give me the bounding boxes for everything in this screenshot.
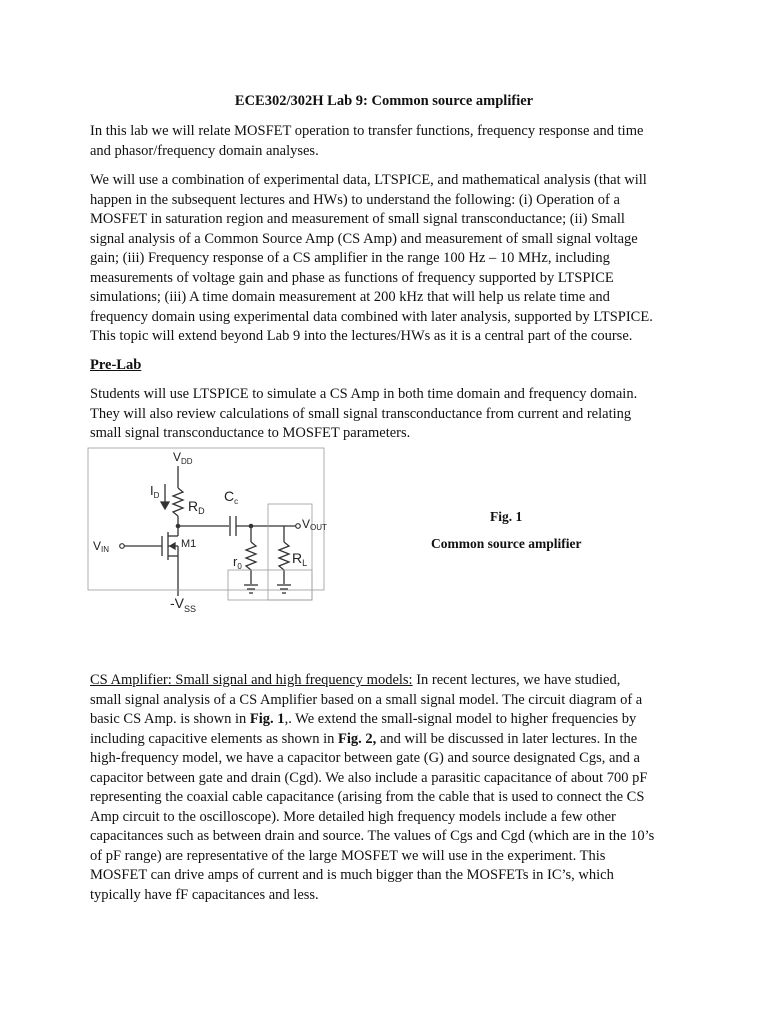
cc-label: $C_c$ <box>224 488 239 506</box>
vout-label: VOUT <box>302 517 327 532</box>
cs-line: high-frequency model, we have a capacitor between gate (G) and source designated Cgs, and a <box>90 750 640 766</box>
cs-amplifier-heading: CS Amplifier: Small signal and high frequency models: <box>90 672 413 688</box>
cs-line-4 <box>90 730 682 750</box>
cs-line: capacitor between gate and drain (Cgd). We also include a parasitic capacitance of about 700 pF <box>90 769 648 786</box>
cs-amplifier-circuit-diagram <box>86 446 336 621</box>
figure-number: Fig. 1 <box>490 509 523 524</box>
m1-label: M1 <box>181 538 197 550</box>
cs-line: capacitances such as between drain and source. The values of Cgs and Cgd (which are in the 10’s <box>90 828 655 844</box>
objectives-line: MOSFET in saturation region and measurement of small signal transconductance; (ii) Small <box>90 211 625 227</box>
cs-line-3-a: basic CS Amp. is shown in <box>90 711 250 727</box>
cs-line: typically have fF capacitances and less. <box>90 886 319 903</box>
cs-line: Amp circuit to the oscilloscope). More detailed high frequency models include a few other <box>90 808 616 825</box>
objectives-line: measurements of voltage gain and phase as functions of frequency supported by LTSPICE <box>90 269 614 286</box>
r0-label: $r_0$ <box>233 554 242 571</box>
vin-label: VIN <box>93 539 110 554</box>
cs-line-3-b: ,. We extend the small-signal model to higher frequencies by <box>284 711 637 727</box>
figure-caption: Common source amplifier <box>431 536 582 551</box>
rd-label: $R_D$ <box>188 498 205 516</box>
objectives-line: signal analysis of a Common Source Amp (CS Amp) and measurement of small signal voltage <box>90 230 638 247</box>
objectives-line: frequency domain using experimental data combined with later analysis, supported by LTSPICE. <box>90 308 653 325</box>
prelab-heading: Pre-Lab <box>90 357 142 373</box>
cs-line: of pF range) are representative of the large MOSFET we will use in the experiment. This <box>90 847 606 864</box>
cs-line: MOSFET can drive amps of current and is much bigger than the MOSFETs in IC’s, which <box>90 867 614 883</box>
cs-line-3 <box>90 710 682 730</box>
intro-paragraph <box>90 122 682 161</box>
vss-label: $-V_{SS}$ <box>170 595 197 614</box>
intro-line-1: In this lab we will relate MOSFET operation to transfer functions, frequency response and time <box>90 123 644 139</box>
objectives-line: gain; (iii) Frequency response of a CS amplifier in the range 100 Hz – 10 MHz, including <box>90 250 610 266</box>
rl-label: $R_L$ <box>292 550 308 568</box>
objectives-line: We will use a combination of experimental data, LTSPICE, and mathematical analysis (that will <box>90 172 647 188</box>
prelab-line: They will also review calculations of small signal transconductance from current and relating <box>90 405 632 422</box>
prelab-line: small signal transconductance to MOSFET parameters. <box>90 425 411 441</box>
objectives-line: simulations; (iii) A time domain measurement at 200 kHz that will help us relate time and <box>90 289 610 305</box>
intro-line-2: and phasor/frequency domain analyses. <box>90 142 319 159</box>
cs-line-4-b: and will be discussed in later lectures. In the <box>376 730 638 747</box>
cs-line-4-a: including capacitive elements as shown in <box>90 730 339 747</box>
cs-line-2: small signal analysis of a CS Amplifier based on a small signal model. The circuit diagram of a <box>90 691 643 708</box>
vdd-label: $V_{DD}$ <box>173 450 193 466</box>
cs-line: representing the coaxial cable capacitance (arising from the cable that is used to connect the CS <box>90 789 645 805</box>
cs-line-1-text: In recent lectures, we have studied, <box>412 672 621 688</box>
prelab-line: Students will use LTSPICE to simulate a CS Amp in both time domain and frequency domain. <box>90 386 638 402</box>
document-title: ECE302/302H Lab 9: Common source amplifier <box>234 93 534 109</box>
prelab-paragraph <box>90 385 682 444</box>
objectives-line: This topic will extend beyond Lab 9 into the lectures/HWs as it is a central part of the course. <box>90 328 633 344</box>
cs-line-1 <box>90 671 682 691</box>
id-label: $I_D$ <box>150 483 160 500</box>
cs-amplifier-paragraph <box>90 671 682 905</box>
objectives-line: happen in the subsequent lectures and HWs) to understand the following: (i) Operation of a <box>90 191 620 208</box>
fig2-reference: Fig. 2, <box>338 730 377 747</box>
objectives-paragraph <box>90 171 682 347</box>
fig1-reference: Fig. 1 <box>249 711 285 727</box>
